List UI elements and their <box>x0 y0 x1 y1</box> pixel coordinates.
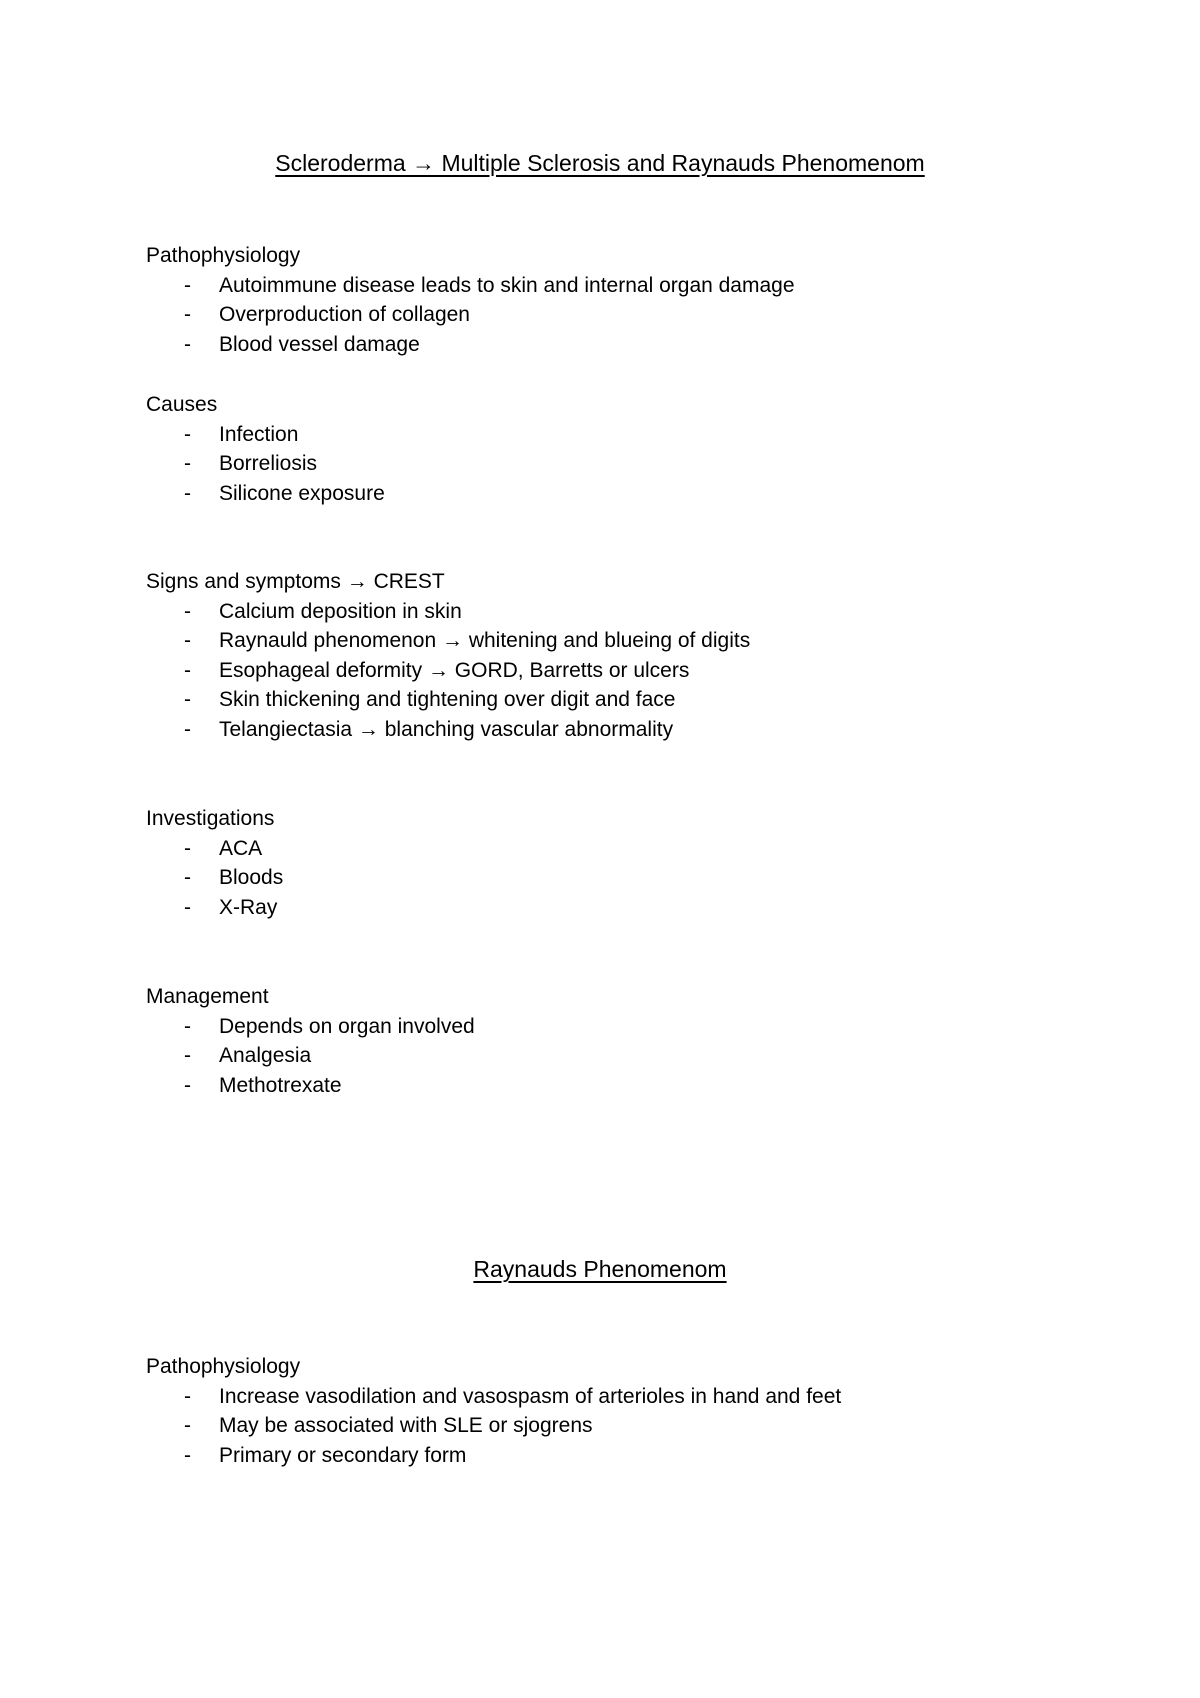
section-heading: Pathophysiology <box>146 1355 301 1378</box>
list-item <box>146 1441 1126 1471</box>
list-item-text: Infection <box>219 422 299 446</box>
list-item-text: Autoimmune disease leads to skin and internal organ damage <box>219 273 795 297</box>
list-item <box>146 656 1126 686</box>
bullet-dash: - <box>184 332 191 356</box>
bullet-dash: - <box>184 1414 191 1437</box>
list-item-text: Analgesia <box>219 1044 312 1067</box>
bullet-dash: - <box>184 599 191 623</box>
bullet-dash: - <box>184 1073 191 1097</box>
list-item-text: Esophageal deformity → GORD, Barretts or ulcers <box>219 658 690 682</box>
bullet-dash: - <box>184 688 191 711</box>
list-item <box>146 479 1126 509</box>
bullet-dash: - <box>184 303 191 326</box>
bullet-list <box>146 597 1126 745</box>
list-item-text: Skin thickening and tightening over digit and face <box>219 688 676 711</box>
list-item <box>146 597 1126 627</box>
list-item <box>146 626 1126 656</box>
list-item-text: Increase vasodilation and vasospasm of arterioles in hand and feet <box>219 1384 842 1408</box>
section-heading: Pathophysiology <box>146 244 301 267</box>
list-item <box>146 715 1126 745</box>
bullet-dash: - <box>184 658 191 682</box>
bullet-dash: - <box>184 422 191 446</box>
list-item-text: Raynauld phenomenon → whitening and blueing of digits <box>219 629 751 652</box>
bullet-dash: - <box>184 836 191 860</box>
section-heading: Causes <box>146 393 218 416</box>
section-raynauds-pathophysiology <box>146 1352 1126 1470</box>
bullet-dash: - <box>184 1384 191 1408</box>
bullet-dash: - <box>184 895 191 919</box>
list-item-text: May be associated with SLE or sjogrens <box>219 1414 593 1437</box>
list-item-text: Primary or secondary form <box>219 1443 467 1467</box>
section-heading: Signs and symptoms → CREST <box>146 570 445 593</box>
bullet-dash: - <box>184 866 191 889</box>
section-heading: Investigations <box>146 807 275 830</box>
bullet-list <box>146 420 1126 509</box>
bullet-dash: - <box>184 452 191 475</box>
bullet-dash: - <box>184 273 191 297</box>
bullet-dash: - <box>184 629 191 652</box>
bullet-list <box>146 1012 1126 1101</box>
section-pathophysiology <box>146 241 1126 359</box>
list-item <box>146 449 1126 479</box>
list-item <box>146 863 1126 893</box>
list-item-text: Silicone exposure <box>219 481 385 505</box>
section-investigations <box>146 804 1126 922</box>
section-heading: Management <box>146 985 269 1008</box>
section-signs-and-symptoms <box>146 567 1126 744</box>
list-item <box>146 1071 1126 1101</box>
list-item-text: X-Ray <box>219 895 278 919</box>
list-item <box>146 834 1126 864</box>
bullet-dash: - <box>184 1014 191 1038</box>
list-item <box>146 420 1126 450</box>
list-item <box>146 300 1126 330</box>
list-item <box>146 271 1126 301</box>
list-item <box>146 1411 1126 1441</box>
bullet-list <box>146 271 1126 360</box>
list-item-text: ACA <box>219 836 263 860</box>
list-item-text: Depends on organ involved <box>219 1014 475 1038</box>
page-title-scleroderma: Scleroderma → Multiple Sclerosis and Raynauds Phenomenom <box>275 150 925 176</box>
list-item <box>146 1012 1126 1042</box>
list-item-text: Borreliosis <box>219 452 318 475</box>
list-item <box>146 1041 1126 1071</box>
bullet-dash: - <box>184 481 191 505</box>
bullet-list <box>146 834 1126 923</box>
bullet-dash: - <box>184 1443 191 1467</box>
section-causes <box>146 390 1126 508</box>
list-item-text: Bloods <box>219 866 284 889</box>
list-item <box>146 685 1126 715</box>
list-item <box>146 893 1126 923</box>
bullet-dash: - <box>184 1044 191 1067</box>
bullet-dash: - <box>184 717 191 741</box>
list-item-text: Calcium deposition in skin <box>219 599 462 623</box>
page-title-raynauds: Raynauds Phenomenom <box>473 1256 727 1282</box>
list-item-text: Blood vessel damage <box>219 332 420 356</box>
list-item-text: Telangiectasia → blanching vascular abnormality <box>219 717 674 741</box>
list-item-text: Overproduction of collagen <box>219 303 470 326</box>
section-management <box>146 982 1126 1100</box>
list-item <box>146 330 1126 360</box>
bullet-list <box>146 1382 1126 1471</box>
list-item-text: Methotrexate <box>219 1073 342 1097</box>
list-item <box>146 1382 1126 1412</box>
